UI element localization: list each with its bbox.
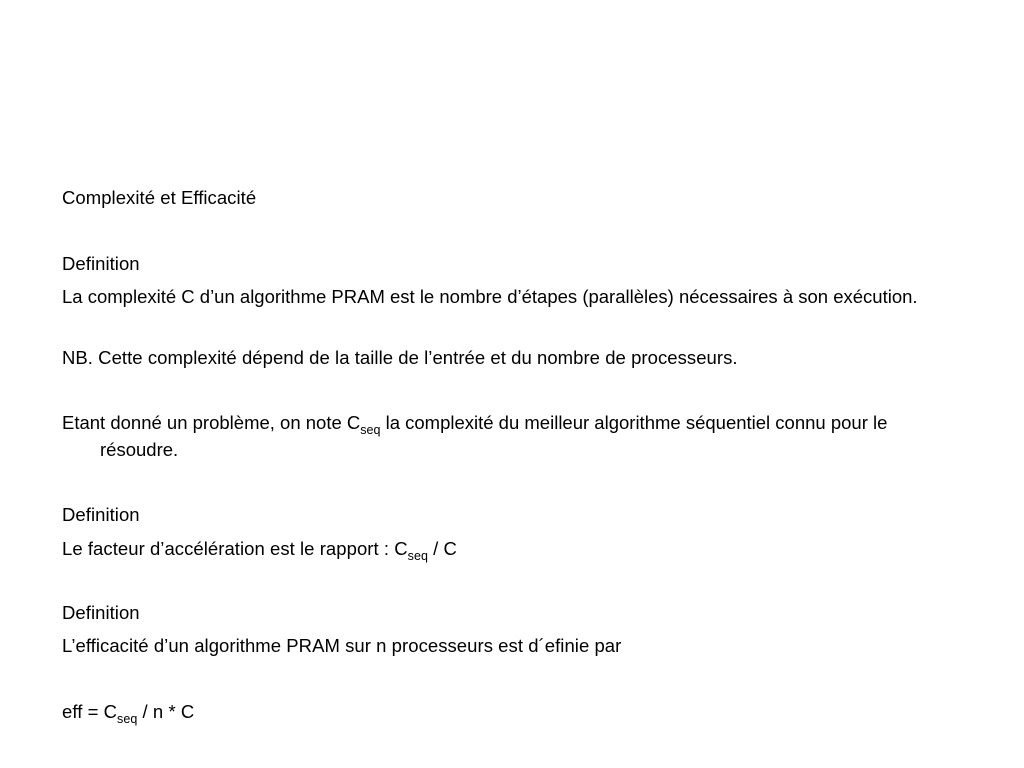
note-text: NB. Cette complexité dépend de la taille de l’entrée et du nombre de processeurs. bbox=[62, 347, 738, 368]
speedup-subscript: seq bbox=[407, 549, 428, 563]
efficiency-definition-text: L’efficacité d’un algorithme PRAM sur n processeurs est d´efinie par bbox=[62, 635, 622, 656]
definition-heading: Definition bbox=[62, 504, 140, 525]
speedup-after-text: / C bbox=[427, 538, 457, 559]
cseq-subscript: seq bbox=[360, 423, 381, 437]
slide-title: Complexité et Efficacité bbox=[62, 187, 257, 208]
definition-heading: Definition bbox=[62, 602, 140, 623]
cseq-after-text: la complexité du meilleur algorithme séquentiel connu pour le résoudre. bbox=[100, 412, 888, 460]
cseq-statement bbox=[62, 409, 962, 463]
speedup-definition bbox=[62, 535, 457, 562]
cseq-before-text: Etant donné un problème, on note C bbox=[62, 412, 361, 433]
formula-subscript: seq bbox=[117, 712, 138, 726]
formula-after-text: / n * C bbox=[137, 701, 195, 722]
definition-heading: Definition bbox=[62, 253, 140, 274]
formula-before-text: eff = C bbox=[62, 701, 118, 722]
efficiency-formula bbox=[62, 698, 194, 725]
speedup-before-text: Le facteur d’accélération est le rapport : C bbox=[62, 538, 408, 559]
complexity-definition-text: La complexité C d’un algorithme PRAM est le nombre d’étapes (parallèles) nécessaires à son exécution. bbox=[62, 286, 918, 307]
